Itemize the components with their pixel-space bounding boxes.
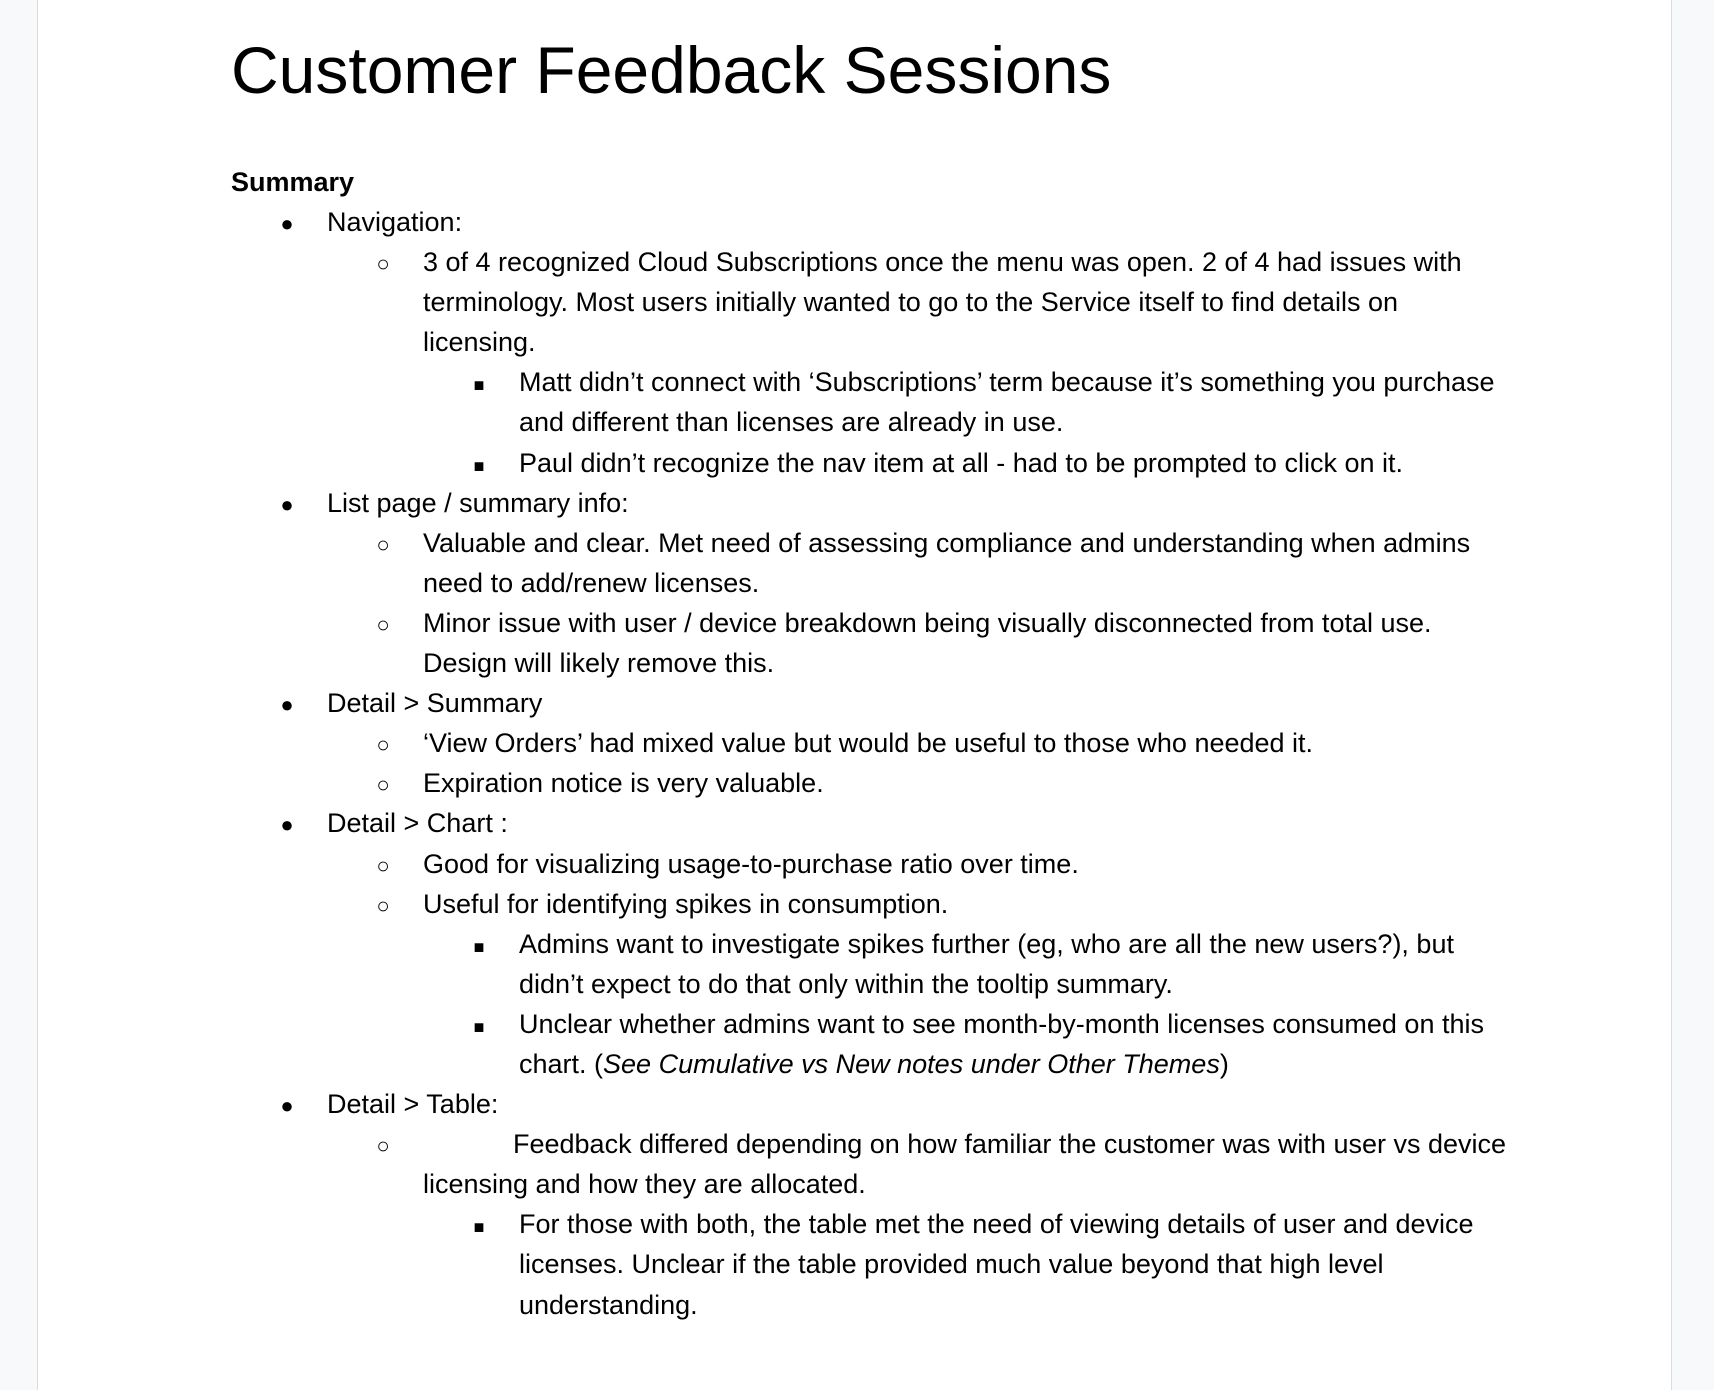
list-item-text: List page / summary info:	[327, 487, 629, 518]
list-item-text	[519, 1004, 1509, 1084]
list-item	[231, 1004, 1517, 1084]
list-item	[231, 362, 1517, 442]
list-item	[231, 884, 1517, 924]
list-item	[231, 1204, 1517, 1324]
list-item	[231, 202, 1517, 242]
list-item	[231, 242, 1517, 362]
list-item-text: Admins want to investigate spikes further (eg, who are all the new users?), but didn’t expect to do that only within the tooltip summary.	[519, 928, 1454, 999]
document-title: Customer Feedback Sessions	[231, 33, 1112, 107]
circle-bullet-icon	[368, 523, 398, 565]
list-item-text: Detail > Chart :	[327, 808, 508, 839]
list-item	[231, 1084, 1517, 1124]
list-item	[231, 443, 1517, 483]
list-item-text: 3 of 4 recognized Cloud Subscriptions once the menu was open. 2 of 4 had issues with terminology. Most users initially wanted to go to the Service itself to find details on licensing.	[423, 247, 1462, 358]
list-item	[231, 924, 1517, 1004]
disc-bullet-icon	[272, 483, 302, 525]
summary-list	[231, 202, 1517, 1325]
list-item	[231, 763, 1517, 803]
list-item-text: Navigation:	[327, 207, 463, 237]
circle-bullet-icon	[368, 844, 398, 886]
square-bullet-icon	[464, 924, 494, 967]
circle-bullet-icon	[368, 1124, 398, 1166]
square-bullet-icon	[464, 1004, 494, 1047]
list-item	[231, 723, 1517, 763]
list-item-text-end: )	[1219, 1048, 1229, 1079]
summary-heading: Summary	[231, 167, 355, 197]
list-item-italic-text: See Cumulative vs New notes under Other Themes	[603, 1048, 1220, 1079]
list-item-text: Matt didn’t connect with ‘Subscriptions’ term because it’s something you purchase and different than licenses are already in use.	[519, 367, 1495, 438]
list-item-text: For those with both, the table met the need of viewing details of user and device licenses. Unclear if the table provided much value beyond that high level understanding.	[519, 1209, 1474, 1320]
list-item-text: Useful for identifying spikes in consumption.	[423, 888, 949, 919]
list-item	[231, 1124, 1517, 1204]
list-item	[231, 803, 1517, 843]
disc-bullet-icon	[272, 1084, 302, 1126]
list-item	[231, 523, 1517, 603]
list-item	[231, 483, 1517, 523]
list-item-text: Minor issue with user / device breakdown being visually disconnected from total use. Design will likely remove this.	[423, 607, 1432, 679]
list-item-text: Good for visualizing usage-to-purchase ratio over time.	[423, 848, 1079, 879]
list-item	[231, 603, 1517, 683]
disc-bullet-icon	[272, 202, 302, 244]
disc-bullet-icon	[272, 683, 302, 725]
list-item	[231, 683, 1517, 723]
list-item-text: Paul didn’t recognize the nav item at all - had to be prompted to click on it.	[519, 447, 1403, 478]
circle-bullet-icon	[368, 723, 398, 765]
disc-bullet-icon	[272, 803, 302, 845]
list-item	[231, 844, 1517, 884]
list-item-text: Expiration notice is very valuable.	[423, 768, 824, 799]
square-bullet-icon	[464, 1204, 494, 1247]
list-item-text: Detail > Summary	[327, 688, 543, 719]
list-item-text: ‘View Orders’ had mixed value but would be useful to those who needed it.	[423, 728, 1314, 759]
list-item-text-start: Unclear whether admins want to see month-by-month licenses consumed on this chart. (	[519, 1008, 1484, 1079]
square-bullet-icon	[464, 362, 494, 405]
circle-bullet-icon	[368, 242, 398, 284]
square-bullet-icon	[464, 443, 494, 486]
list-item-text: Detail > Table:	[327, 1089, 499, 1120]
circle-bullet-icon	[368, 884, 398, 926]
list-item-text: Feedback differed depending on how familiar the customer was with user vs device licensing and how they are allocated.	[423, 1129, 1507, 1200]
circle-bullet-icon	[368, 603, 398, 645]
circle-bullet-icon	[368, 763, 398, 805]
list-item-text: Valuable and clear. Met need of assessing compliance and understanding when admins need to add/renew licenses.	[423, 527, 1471, 598]
document-page	[37, 0, 1672, 1390]
